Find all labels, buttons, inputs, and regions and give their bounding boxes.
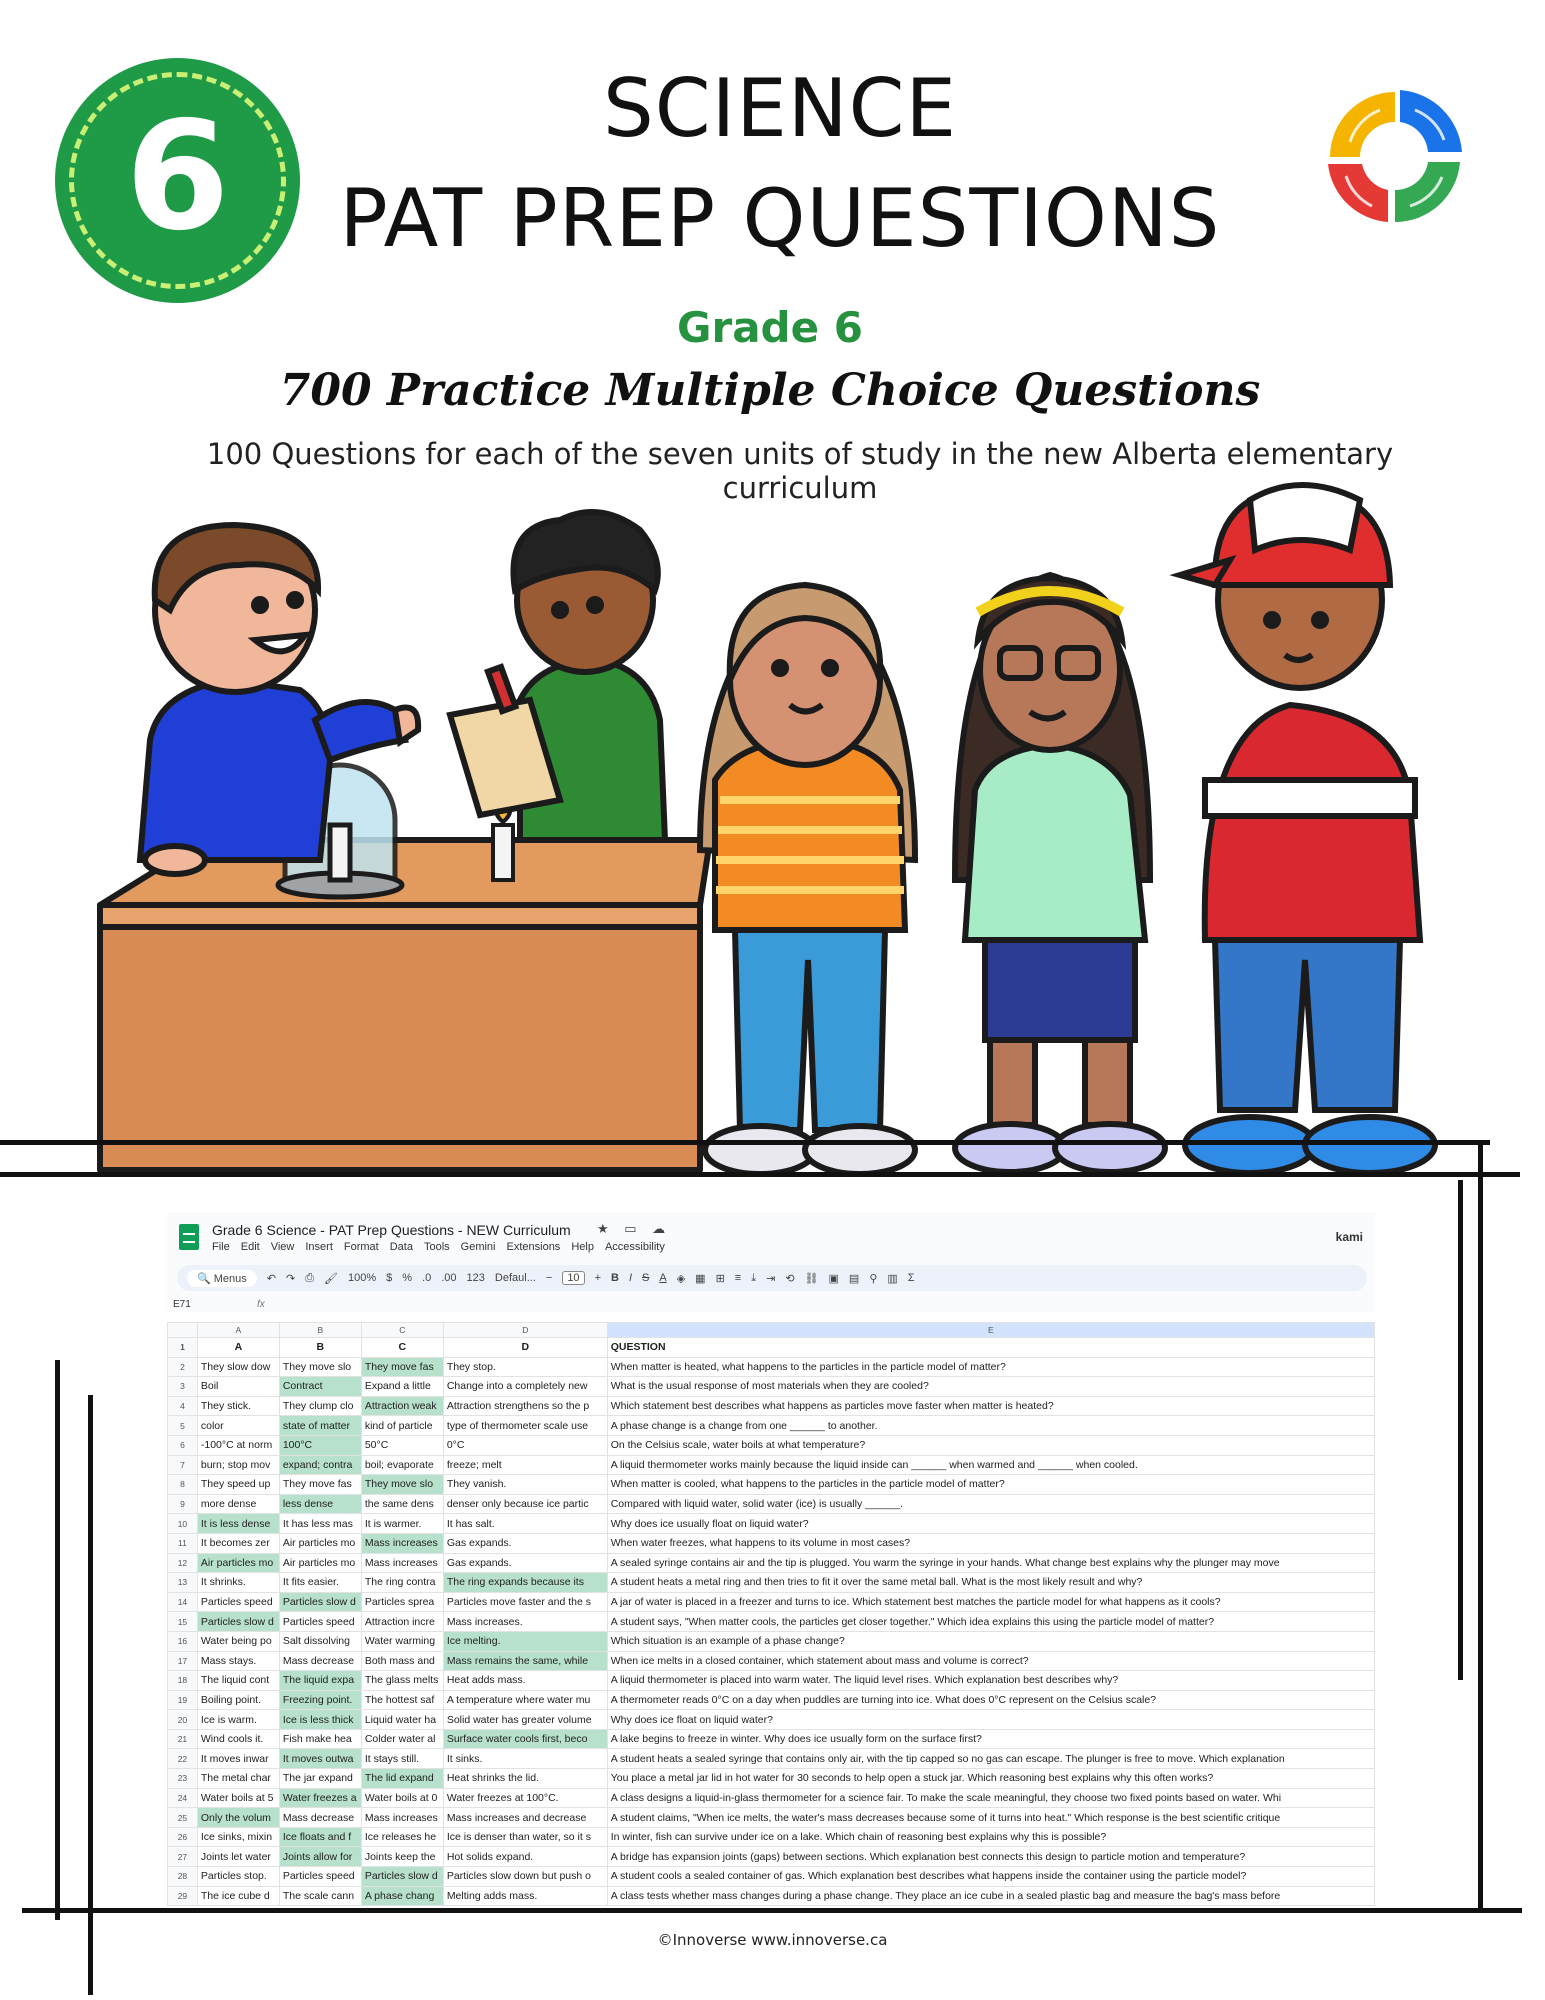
- answer-cell-a[interactable]: Mass stays.: [197, 1651, 279, 1671]
- row-number[interactable]: 4: [168, 1396, 198, 1416]
- answer-cell-c[interactable]: They move slo: [361, 1475, 443, 1495]
- functions-icon[interactable]: Σ: [907, 1272, 915, 1284]
- borders-icon[interactable]: ▦: [695, 1272, 706, 1285]
- answer-cell-b[interactable]: Ice is less thick: [279, 1710, 361, 1730]
- answer-cell-c[interactable]: The hottest saf: [361, 1690, 443, 1710]
- answer-cell-b[interactable]: expand; contra: [279, 1455, 361, 1475]
- answer-cell-c[interactable]: It stays still.: [361, 1749, 443, 1769]
- answer-cell-d[interactable]: Attraction strengthens so the p: [443, 1396, 607, 1416]
- chart-icon[interactable]: ▤: [848, 1272, 860, 1285]
- link-icon[interactable]: ⛓: [804, 1272, 819, 1285]
- answer-cell-a[interactable]: Wind cools it.: [197, 1729, 279, 1749]
- practice-label: 700 Practice Multiple Choice Questions: [279, 365, 1261, 416]
- header-row: [168, 1338, 1375, 1358]
- increase-decimal-button[interactable]: .00: [441, 1272, 457, 1284]
- answer-cell-d[interactable]: A temperature where water mu: [443, 1690, 607, 1710]
- answer-cell-b[interactable]: Water freezes a: [279, 1788, 361, 1808]
- table-row: [168, 1553, 1375, 1573]
- answer-cell-c[interactable]: Mass increases: [361, 1533, 443, 1553]
- document-title[interactable]: Grade 6 Science - PAT Prep Questions - NEW Curriculum: [212, 1222, 571, 1238]
- answer-cell-d[interactable]: Ice is denser than water, so it s: [443, 1827, 607, 1847]
- table-row: [168, 1494, 1375, 1514]
- answer-cell-b[interactable]: They move slo: [279, 1357, 361, 1377]
- question-cell[interactable]: A liquid thermometer is placed into warm water. The liquid level rises. Which explanation best describes why?: [607, 1671, 1374, 1691]
- column-header-row: [168, 1323, 1375, 1338]
- answer-cell-b[interactable]: Mass decrease: [279, 1651, 361, 1671]
- answer-cell-d[interactable]: Melting adds mass.: [443, 1886, 607, 1906]
- grade-label: Grade 6: [677, 303, 863, 352]
- answer-cell-c[interactable]: They move fas: [361, 1357, 443, 1377]
- answer-cell-c[interactable]: boil; evaporate: [361, 1455, 443, 1475]
- title-icons[interactable]: ★ ▭ ☁: [597, 1221, 672, 1236]
- answer-cell-d[interactable]: type of thermometer scale use: [443, 1416, 607, 1436]
- row-number[interactable]: 18: [168, 1671, 198, 1691]
- answer-cell-c[interactable]: A phase chang: [361, 1886, 443, 1906]
- sheets-header: [167, 1212, 1375, 1312]
- row-number[interactable]: 16: [168, 1631, 198, 1651]
- innoverse-logo-icon: [1310, 72, 1480, 242]
- font-size-decrease-icon[interactable]: −: [545, 1272, 553, 1284]
- frame-line-right-2: [1458, 1180, 1463, 1680]
- table-row: [168, 1867, 1375, 1887]
- paint-format-icon[interactable]: 🖌: [324, 1272, 339, 1285]
- question-cell[interactable]: Why does ice float on liquid water?: [607, 1710, 1374, 1730]
- table-row: [168, 1631, 1375, 1651]
- answer-cell-d[interactable]: 0°C: [443, 1435, 607, 1455]
- answer-cell-a[interactable]: It is less dense: [197, 1514, 279, 1534]
- frame-line-right: [1478, 1140, 1483, 1910]
- answer-cell-d[interactable]: They stop.: [443, 1357, 607, 1377]
- filter-icon[interactable]: ⚲: [869, 1272, 878, 1285]
- question-cell[interactable]: A student cools a sealed container of gas. Which explanation best describes what happens inside the container using the particle model?: [607, 1867, 1374, 1887]
- answer-cell-a[interactable]: They slow dow: [197, 1357, 279, 1377]
- frame-line-left-2: [55, 1360, 60, 1920]
- answer-cell-b[interactable]: Salt dissolving: [279, 1631, 361, 1651]
- question-cell[interactable]: A student heats a sealed syringe that contains only air, with the tip capped so no gas can escape. The plunger is free to move. Which explanation: [607, 1749, 1374, 1769]
- answer-cell-b[interactable]: They move fas: [279, 1475, 361, 1495]
- spreadsheet-screenshot: [167, 1212, 1375, 1902]
- answer-cell-a[interactable]: Particles slow d: [197, 1612, 279, 1632]
- table-row: [168, 1788, 1375, 1808]
- cell-reference[interactable]: E71: [173, 1299, 191, 1310]
- answer-cell-b[interactable]: Fish make hea: [279, 1729, 361, 1749]
- answer-cell-d[interactable]: Heat adds mass.: [443, 1671, 607, 1691]
- undo-icon[interactable]: ↶: [266, 1272, 277, 1285]
- table-row: [168, 1671, 1375, 1691]
- menu-file[interactable]: File: [212, 1241, 230, 1253]
- header-cell[interactable]: B: [279, 1338, 361, 1358]
- question-cell[interactable]: Why does ice usually float on liquid water?: [607, 1514, 1374, 1534]
- answer-cell-c[interactable]: Mass increases: [361, 1553, 443, 1573]
- menu-edit[interactable]: Edit: [240, 1241, 260, 1253]
- row-number[interactable]: 5: [168, 1416, 198, 1436]
- answer-cell-d[interactable]: The ring expands because its: [443, 1573, 607, 1593]
- row-number[interactable]: 2: [168, 1357, 198, 1377]
- table-row: [168, 1690, 1375, 1710]
- table-row: [168, 1886, 1375, 1906]
- table-row: [168, 1396, 1375, 1416]
- answer-cell-b[interactable]: Mass decrease: [279, 1808, 361, 1828]
- table-row: [168, 1533, 1375, 1553]
- formula-bar: [167, 1296, 1375, 1314]
- header-cell[interactable]: C: [361, 1338, 443, 1358]
- answer-cell-b[interactable]: Ice floats and f: [279, 1827, 361, 1847]
- answer-cell-b[interactable]: The scale cann: [279, 1886, 361, 1906]
- question-cell[interactable]: On the Celsius scale, water boils at what temperature?: [607, 1435, 1374, 1455]
- answer-cell-a[interactable]: They speed up: [197, 1475, 279, 1495]
- answer-cell-b[interactable]: It has less mas: [279, 1514, 361, 1534]
- answer-cell-d[interactable]: Mass increases and decrease: [443, 1808, 607, 1828]
- row-number[interactable]: 6: [168, 1435, 198, 1455]
- row-number[interactable]: 19: [168, 1690, 198, 1710]
- question-cell[interactable]: A sealed syringe contains air and the tip is plugged. You warm the syringe in your hands. What change best explains why the plunger may move: [607, 1553, 1374, 1573]
- student-red-cap: [1180, 485, 1435, 1173]
- menus-search[interactable]: 🔍 Menus: [187, 1270, 257, 1287]
- question-cell[interactable]: A student says, "When matter cools, the particles get closer together." Which idea explains this using the particle model of matter?: [607, 1612, 1374, 1632]
- answer-cell-a[interactable]: Air particles mo: [197, 1553, 279, 1573]
- subtitle: 100 Questions for each of the seven units of study in the new Alberta elementary curriculum: [206, 437, 1394, 505]
- spreadsheet-grid: [167, 1322, 1375, 1906]
- wrap-icon[interactable]: ⇥: [766, 1272, 776, 1285]
- row-number[interactable]: 10: [168, 1514, 198, 1534]
- row-number[interactable]: 26: [168, 1827, 198, 1847]
- table-row: [168, 1827, 1375, 1847]
- answer-cell-d[interactable]: Particles slow down but push o: [443, 1867, 607, 1887]
- column-letter[interactable]: E: [607, 1323, 1374, 1338]
- row-number[interactable]: 1: [168, 1338, 198, 1358]
- menu-accessibility[interactable]: Accessibility: [604, 1241, 665, 1253]
- answer-cell-a[interactable]: Only the volum: [197, 1808, 279, 1828]
- answer-cell-a[interactable]: more dense: [197, 1494, 279, 1514]
- menu-extensions[interactable]: Extensions: [506, 1241, 561, 1253]
- answer-cell-a[interactable]: Particles speed: [197, 1592, 279, 1612]
- answer-cell-a[interactable]: It shrinks.: [197, 1573, 279, 1593]
- text-color-icon[interactable]: A: [659, 1272, 667, 1284]
- rotate-icon[interactable]: ⟲: [785, 1272, 795, 1285]
- answer-cell-c[interactable]: Both mass and: [361, 1651, 443, 1671]
- answer-cell-c[interactable]: kind of particle: [361, 1416, 443, 1436]
- student-green-shirt: [450, 512, 665, 840]
- row-number[interactable]: 23: [168, 1769, 198, 1789]
- table-row: [168, 1710, 1375, 1730]
- grade-number: 6: [125, 89, 230, 264]
- kami-button[interactable]: kami: [1335, 1230, 1363, 1244]
- print-icon[interactable]: ⎙: [305, 1271, 315, 1284]
- answer-cell-c[interactable]: Particles slow d: [361, 1867, 443, 1887]
- corner-cell[interactable]: [168, 1323, 198, 1338]
- menu-help[interactable]: Help: [571, 1241, 594, 1253]
- answer-cell-c[interactable]: the same dens: [361, 1494, 443, 1514]
- answer-cell-c[interactable]: Colder water al: [361, 1729, 443, 1749]
- answer-cell-c[interactable]: Water warming: [361, 1631, 443, 1651]
- question-cell[interactable]: A class tests whether mass changes during a phase change. They place an ice cube in a sealed plastic bag and measure the bag's mass before: [607, 1886, 1374, 1906]
- answer-cell-b[interactable]: Contract: [279, 1377, 361, 1397]
- row-number[interactable]: 15: [168, 1612, 198, 1632]
- row-number[interactable]: 21: [168, 1729, 198, 1749]
- table-row: [168, 1377, 1375, 1397]
- answer-cell-a[interactable]: Boil: [197, 1377, 279, 1397]
- answer-cell-b[interactable]: The jar expand: [279, 1769, 361, 1789]
- font-select[interactable]: Defaul...: [494, 1272, 536, 1284]
- table-row: [168, 1455, 1375, 1475]
- frame-line-left: [88, 1395, 93, 1995]
- answer-cell-d[interactable]: denser only because ice partic: [443, 1494, 607, 1514]
- answer-cell-b[interactable]: 100°C: [279, 1435, 361, 1455]
- answer-cell-a[interactable]: Ice sinks, mixin: [197, 1827, 279, 1847]
- answer-cell-a[interactable]: Ice is warm.: [197, 1710, 279, 1730]
- row-number[interactable]: 22: [168, 1749, 198, 1769]
- font-size-input[interactable]: 10: [562, 1271, 584, 1285]
- answer-cell-d[interactable]: Mass remains the same, while: [443, 1651, 607, 1671]
- answer-cell-d[interactable]: freeze; melt: [443, 1455, 607, 1475]
- header-cell[interactable]: QUESTION: [607, 1338, 1374, 1358]
- header-cell[interactable]: D: [443, 1338, 607, 1358]
- question-cell[interactable]: When water freezes, what happens to its volume in most cases?: [607, 1533, 1374, 1553]
- answer-cell-c[interactable]: The lid expand: [361, 1769, 443, 1789]
- table-row: [168, 1769, 1375, 1789]
- answer-cell-b[interactable]: state of matter: [279, 1416, 361, 1436]
- row-number[interactable]: 17: [168, 1651, 198, 1671]
- answer-cell-d[interactable]: Particles move faster and the s: [443, 1592, 607, 1612]
- answer-cell-d[interactable]: They vanish.: [443, 1475, 607, 1495]
- table-row: [168, 1749, 1375, 1769]
- currency-format-button[interactable]: $: [386, 1272, 393, 1284]
- row-number[interactable]: 28: [168, 1867, 198, 1887]
- lab-desk: [100, 840, 710, 1170]
- question-cell[interactable]: A bridge has expansion joints (gaps) between sections. Which explanation best connects this design to particle motion and temperature?: [607, 1847, 1374, 1867]
- answer-cell-a[interactable]: The metal char: [197, 1769, 279, 1789]
- answer-cell-a[interactable]: color: [197, 1416, 279, 1436]
- table-row: [168, 1416, 1375, 1436]
- question-cell[interactable]: A lake begins to freeze in winter. Why does ice usually form on the surface first?: [607, 1729, 1374, 1749]
- fill-color-icon[interactable]: ◈: [676, 1272, 686, 1285]
- toolbar: [177, 1265, 1367, 1291]
- question-cell[interactable]: You place a metal jar lid in hot water for 30 seconds to help open a stuck jar. Which reasoning best explains why this often works?: [607, 1769, 1374, 1789]
- menu-format[interactable]: Format: [343, 1241, 379, 1253]
- footer-text: ©Innoverse www.innoverse.ca: [648, 1931, 898, 1949]
- row-number[interactable]: 9: [168, 1494, 198, 1514]
- answer-cell-a[interactable]: -100°C at norm: [197, 1435, 279, 1455]
- table-row: [168, 1808, 1375, 1828]
- answer-cell-c[interactable]: Joints keep the: [361, 1847, 443, 1867]
- percent-format-button[interactable]: %: [402, 1272, 413, 1284]
- answer-cell-a[interactable]: The ice cube d: [197, 1886, 279, 1906]
- answer-cell-a[interactable]: Boiling point.: [197, 1690, 279, 1710]
- menu-tools[interactable]: Tools: [423, 1241, 450, 1253]
- answer-cell-c[interactable]: Expand a little: [361, 1377, 443, 1397]
- answer-cell-d[interactable]: Hot solids expand.: [443, 1847, 607, 1867]
- row-number[interactable]: 14: [168, 1592, 198, 1612]
- question-cell[interactable]: A liquid thermometer works mainly because the liquid inside can ______ when warmed and ______ when cooled.: [607, 1455, 1374, 1475]
- students-illustration: [0, 490, 1545, 1210]
- row-number[interactable]: 13: [168, 1573, 198, 1593]
- answer-cell-a[interactable]: Joints let water: [197, 1847, 279, 1867]
- answer-cell-c[interactable]: The glass melts: [361, 1671, 443, 1691]
- google-sheets-icon[interactable]: [179, 1224, 199, 1250]
- student-orange-sweater: [700, 585, 915, 1174]
- table-row: [168, 1729, 1375, 1749]
- answer-cell-b[interactable]: The liquid expa: [279, 1671, 361, 1691]
- answer-cell-a[interactable]: It becomes zer: [197, 1533, 279, 1553]
- question-cell[interactable]: Compared with liquid water, solid water (ice) is usually ______.: [607, 1494, 1374, 1514]
- frame-line-top-2: [0, 1172, 1520, 1177]
- answer-cell-a[interactable]: Water being po: [197, 1631, 279, 1651]
- question-cell[interactable]: What is the usual response of most materials when they are cooled?: [607, 1377, 1374, 1397]
- answer-cell-d[interactable]: Gas expands.: [443, 1553, 607, 1573]
- menu-data[interactable]: Data: [389, 1241, 413, 1253]
- table-row: [168, 1651, 1375, 1671]
- question-cell[interactable]: Which statement best describes what happens as particles move faster when matter is heated?: [607, 1396, 1374, 1416]
- question-cell[interactable]: When matter is heated, what happens to the particles in the particle model of matter?: [607, 1357, 1374, 1377]
- grade-badge: [55, 58, 300, 303]
- align-icon[interactable]: ≡: [734, 1272, 742, 1284]
- answer-cell-d[interactable]: Heat shrinks the lid.: [443, 1769, 607, 1789]
- answer-cell-d[interactable]: It has salt.: [443, 1514, 607, 1534]
- row-number[interactable]: 3: [168, 1377, 198, 1397]
- menu-bar: [212, 1241, 665, 1253]
- table-row: [168, 1357, 1375, 1377]
- answer-cell-d[interactable]: Gas expands.: [443, 1533, 607, 1553]
- answer-cell-a[interactable]: Particles stop.: [197, 1867, 279, 1887]
- frame-line-bottom: [22, 1908, 1522, 1913]
- column-letter[interactable]: A: [197, 1323, 279, 1338]
- row-number[interactable]: 25: [168, 1808, 198, 1828]
- footer-copyright: [0, 1931, 1545, 1949]
- answer-cell-d[interactable]: Ice melting.: [443, 1631, 607, 1651]
- table-row: [168, 1847, 1375, 1867]
- comment-icon[interactable]: ▣: [828, 1272, 839, 1285]
- table-row: [168, 1475, 1375, 1495]
- table-row: [168, 1514, 1375, 1534]
- question-cell[interactable]: A phase change is a change from one ______ to another.: [607, 1416, 1374, 1436]
- row-number[interactable]: 20: [168, 1710, 198, 1730]
- answer-cell-c[interactable]: Ice releases he: [361, 1827, 443, 1847]
- menu-insert[interactable]: Insert: [305, 1241, 333, 1253]
- question-cell[interactable]: In winter, fish can survive under ice on a lake. Which chain of reasoning best explains why this is possible?: [607, 1827, 1374, 1847]
- answer-cell-b[interactable]: Freezing point.: [279, 1690, 361, 1710]
- row-number[interactable]: 24: [168, 1788, 198, 1808]
- answer-cell-c[interactable]: Particles sprea: [361, 1592, 443, 1612]
- answer-cell-a[interactable]: Water boils at 5: [197, 1788, 279, 1808]
- row-number[interactable]: 29: [168, 1886, 198, 1906]
- valign-icon[interactable]: ⤓: [751, 1271, 757, 1284]
- answer-cell-b[interactable]: Particles speed: [279, 1612, 361, 1632]
- row-number[interactable]: 7: [168, 1455, 198, 1475]
- answer-cell-c[interactable]: Mass increases: [361, 1808, 443, 1828]
- menu-view[interactable]: View: [270, 1241, 295, 1253]
- question-cell[interactable]: A student claims, "When ice melts, the water's mass decreases because some of it turns into heat." Which response is the best scientific critique: [607, 1808, 1374, 1828]
- answer-cell-c[interactable]: It is warmer.: [361, 1514, 443, 1534]
- row-number[interactable]: 11: [168, 1533, 198, 1553]
- question-cell[interactable]: A jar of water is placed in a freezer and turns to ice. Which statement best matches the particle model for what happens as it cools?: [607, 1592, 1374, 1612]
- answer-cell-d[interactable]: Change into a completely new: [443, 1377, 607, 1397]
- answer-cell-a[interactable]: burn; stop mov: [197, 1455, 279, 1475]
- answer-cell-a[interactable]: It moves inwar: [197, 1749, 279, 1769]
- redo-icon[interactable]: ↷: [286, 1272, 296, 1285]
- question-cell[interactable]: A class designs a liquid-in-glass thermometer for a science fair. To make the scale meaningful, they choose two fixed points based on water. Whi: [607, 1788, 1374, 1808]
- answer-cell-d[interactable]: Surface water cools first, beco: [443, 1729, 607, 1749]
- row-number[interactable]: 27: [168, 1847, 198, 1867]
- answer-cell-c[interactable]: 50°C: [361, 1435, 443, 1455]
- decrease-decimal-button[interactable]: .0: [422, 1272, 432, 1284]
- column-letter[interactable]: D: [443, 1323, 607, 1338]
- answer-cell-a[interactable]: They stick.: [197, 1396, 279, 1416]
- answer-cell-d[interactable]: Mass increases.: [443, 1612, 607, 1632]
- question-cell[interactable]: A student heats a metal ring and then tries to fit it over the same metal ball. What is the most likely result and why?: [607, 1573, 1374, 1593]
- answer-cell-b[interactable]: It fits easier.: [279, 1573, 361, 1593]
- merge-cells-icon[interactable]: ⊞: [715, 1272, 725, 1285]
- question-cell[interactable]: A thermometer reads 0°C on a day when puddles are turning into ice. What does 0°C represent on the Celsius scale?: [607, 1690, 1374, 1710]
- number-format-button[interactable]: 123: [466, 1272, 485, 1284]
- fx-icon: fx: [257, 1299, 265, 1310]
- column-letter[interactable]: B: [279, 1323, 361, 1338]
- answer-cell-b[interactable]: less dense: [279, 1494, 361, 1514]
- answer-cell-c[interactable]: Liquid water ha: [361, 1710, 443, 1730]
- answer-cell-b[interactable]: Joints allow for: [279, 1847, 361, 1867]
- answer-cell-c[interactable]: Attraction weak: [361, 1396, 443, 1416]
- row-number[interactable]: 12: [168, 1553, 198, 1573]
- answer-cell-b[interactable]: Air particles mo: [279, 1553, 361, 1573]
- student-mint-jacket: [955, 575, 1165, 1172]
- question-cell[interactable]: Which situation is an example of a phase change?: [607, 1631, 1374, 1651]
- frame-line-top: [0, 1140, 1490, 1145]
- italic-icon[interactable]: I: [628, 1272, 633, 1284]
- answer-cell-b[interactable]: They clump clo: [279, 1396, 361, 1416]
- zoom-select[interactable]: 100%: [348, 1272, 377, 1284]
- question-cell[interactable]: When matter is cooled, what happens to the particles in the particle model of matter?: [607, 1475, 1374, 1495]
- question-cell[interactable]: When ice melts in a closed container, which statement about mass and volume is correct?: [607, 1651, 1374, 1671]
- strikethrough-icon[interactable]: S: [642, 1272, 650, 1284]
- menu-gemini[interactable]: Gemini: [460, 1241, 496, 1253]
- answer-cell-c[interactable]: The ring contra: [361, 1573, 443, 1593]
- row-number[interactable]: 8: [168, 1475, 198, 1495]
- answer-cell-d[interactable]: Water freezes at 100°C.: [443, 1788, 607, 1808]
- filter-views-icon[interactable]: ▥: [887, 1272, 898, 1285]
- header-cell[interactable]: A: [197, 1338, 279, 1358]
- page-title-line1: SCIENCE: [602, 62, 958, 155]
- answer-cell-b[interactable]: Air particles mo: [279, 1533, 361, 1553]
- answer-cell-b[interactable]: Particles slow d: [279, 1592, 361, 1612]
- answer-cell-d[interactable]: It sinks.: [443, 1749, 607, 1769]
- table-row: [168, 1573, 1375, 1593]
- font-size-increase-icon[interactable]: +: [594, 1272, 601, 1284]
- answer-cell-a[interactable]: The liquid cont: [197, 1671, 279, 1691]
- column-letter[interactable]: C: [361, 1323, 443, 1338]
- answer-cell-b[interactable]: It moves outwa: [279, 1749, 361, 1769]
- table-row: [168, 1612, 1375, 1632]
- bold-icon[interactable]: B: [611, 1272, 619, 1284]
- menus-search-label: Menus: [213, 1272, 247, 1285]
- answer-cell-d[interactable]: Solid water has greater volume: [443, 1710, 607, 1730]
- answer-cell-c[interactable]: Attraction incre: [361, 1612, 443, 1632]
- page-title-line2: PAT PREP QUESTIONS: [339, 172, 1221, 265]
- answer-cell-b[interactable]: Particles speed: [279, 1867, 361, 1887]
- answer-cell-c[interactable]: Water boils at 0: [361, 1788, 443, 1808]
- table-row: [168, 1435, 1375, 1455]
- table-row: [168, 1592, 1375, 1612]
